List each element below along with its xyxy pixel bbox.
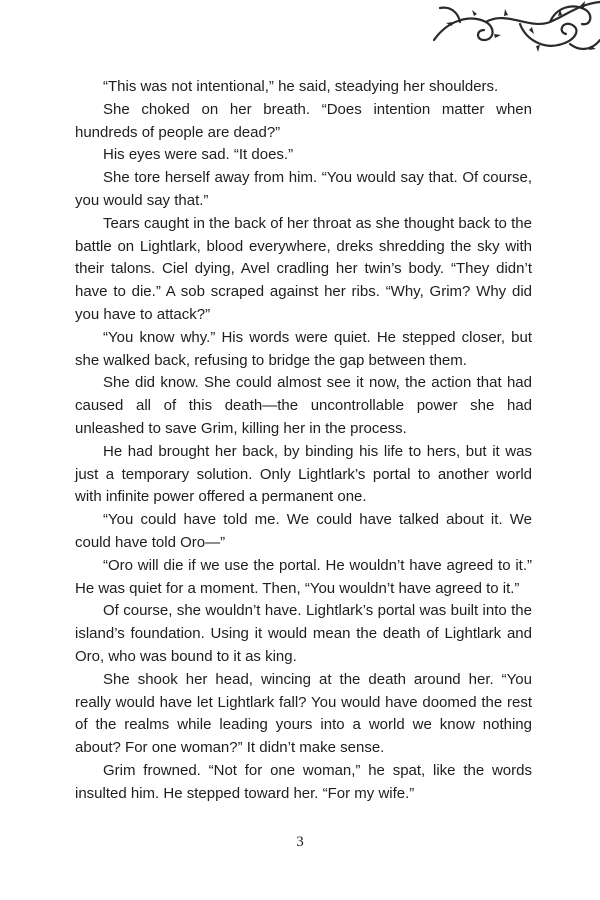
page-number: 3 <box>296 834 304 850</box>
body-text <box>75 76 532 806</box>
paragraph: Grim frowned. “Not for one woman,” he spat, like the words insulted him. He stepped toward her. “For my wife.” <box>75 761 532 802</box>
paragraph: Tears caught in the back of her throat as she thought back to the battle on Lightlark, blood everywhere, dreks shredding the sky with their talons. Ciel dying, Avel cradling her twin’s body. “They didn’t have to die.” A sob scraped against her ribs. “Why, Grim? Why did you have to attack?” <box>75 214 532 323</box>
paragraph: “This was not intentional,” he said, steadying her shoulders. <box>103 78 499 95</box>
paragraph: She choked on her breath. “Does intention matter when hundreds of people are dead?” <box>75 100 532 141</box>
paragraph: He had brought her back, by binding his life to hers, but it was just a temporary solution. Only Lightlark’s portal to another world with infinite power offered a permanent one. <box>75 442 532 506</box>
paragraph: “Oro will die if we use the portal. He wouldn’t have agreed to it.” He was quiet for a moment. Then, “You wouldn’t have agreed to it.” <box>75 556 532 597</box>
paragraph: “You know why.” His words were quiet. He stepped closer, but she walked back, refusing to bridge the gap between them. <box>75 328 532 369</box>
paragraph: She shook her head, wincing at the death around her. “You really would have let Lightlark fall? You would have doomed the rest of the realms while leading yours into a world we know nothing about? For one woman?” It didn’t make sense. <box>75 670 532 757</box>
paragraph: “You could have told me. We could have talked about it. We could have told Oro—” <box>75 511 532 551</box>
paragraph: She did know. She could almost see it now, the action that had caused all of this death—the uncontrollable power she had unleashed to save Grim, killing her in the process. <box>75 374 532 437</box>
paragraph: His eyes were sad. “It does.” <box>103 146 294 164</box>
thorny-vine-ornament-icon <box>430 0 600 58</box>
paragraph: Of course, she wouldn’t have. Lightlark’s portal was built into the island’s foundation. Using it would mean the death of Lightlark and Oro, who was bound to it as king. <box>75 602 532 665</box>
paragraph: She tore herself away from him. “You would say that. Of course, you would say that.” <box>75 169 532 209</box>
